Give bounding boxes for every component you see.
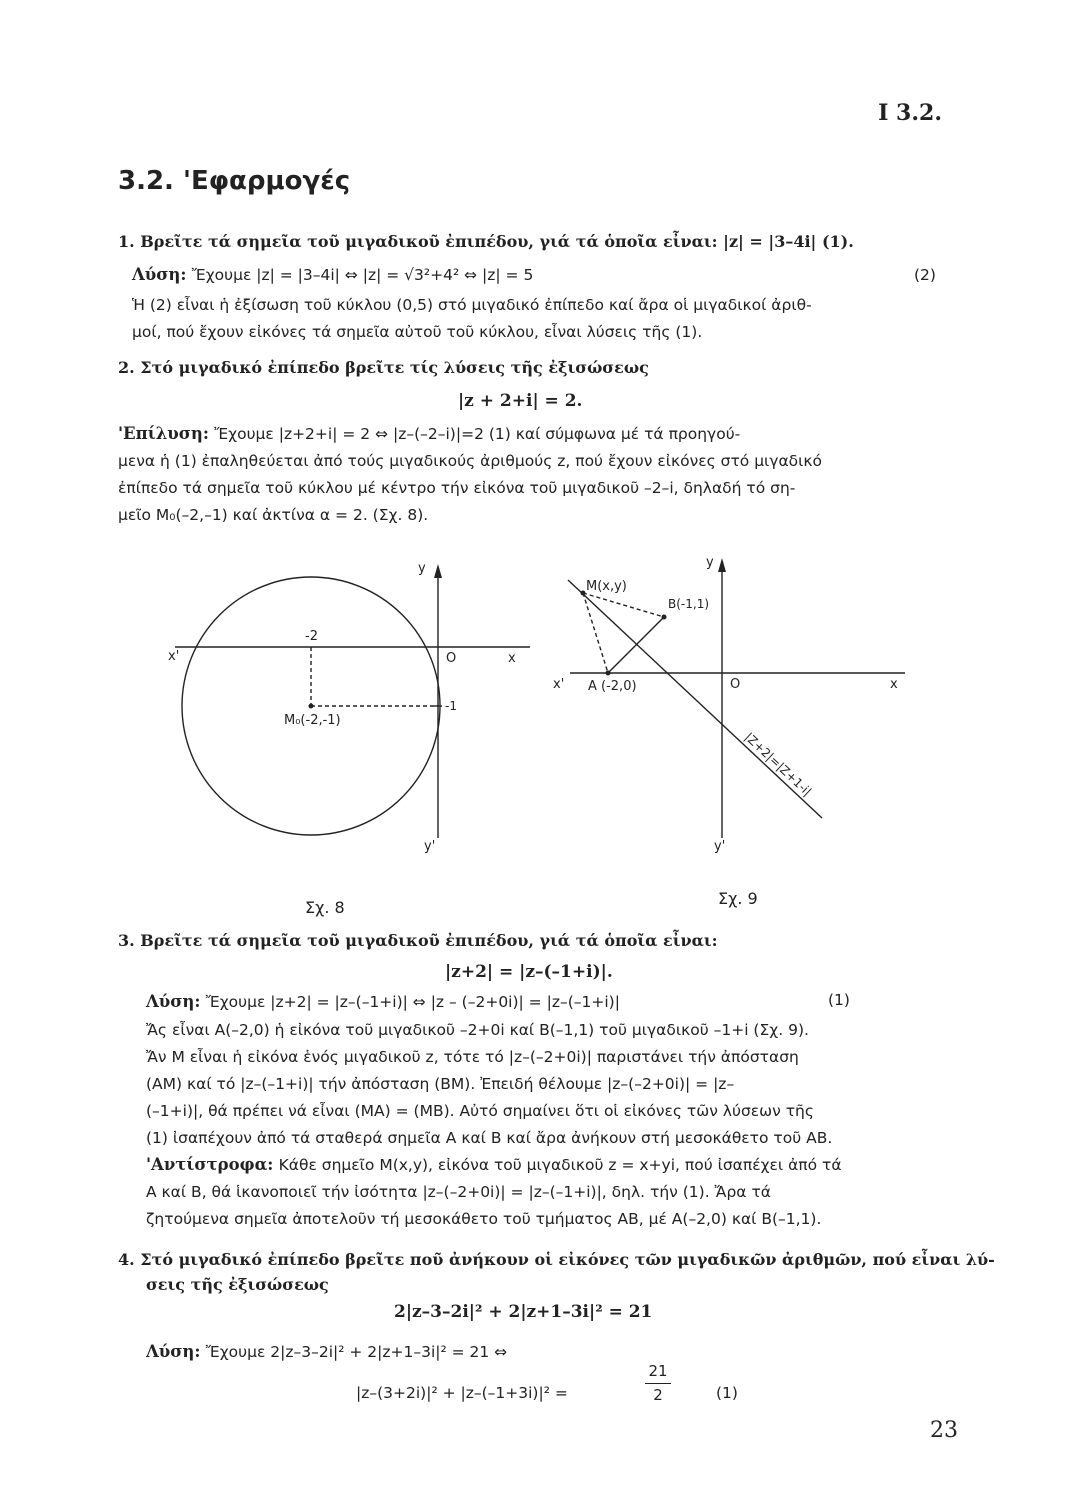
fig8-origin-label: O — [446, 651, 457, 666]
figure-9-caption: Σχ. 9 — [718, 889, 758, 908]
example-3-line-8: A καί B, θά ἱκανοποιεῖ τήν ἰσότητα |z–(–2+0i)| = |z–(–1+i)|, δηλ. τήν (1). Ἄρα τά — [146, 1183, 771, 1201]
example-2-line-2: μενα ἡ (1) ἐπαληθεύεται ἀπό τούς μιγαδικούς ἀριθμούς z, πού ἔχουν εἰκόνες στό μιγαδικό — [118, 452, 823, 470]
example-1-line-2: Ἡ (2) εἶναι ἡ ἐξίσωση τοῦ κύκλου (0,5) στό μιγαδικό ἐπίπεδο καί ἄρα οἱ μιγαδικοί ἀριθ- — [132, 296, 812, 314]
example-3-question: 3. Βρεῖτε τά σημεῖα τοῦ μιγαδικοῦ ἐπιπέδου, γιά τά ὁποῖα εἶναι: — [118, 931, 718, 950]
fig8-tick-y: -1 — [445, 699, 457, 713]
example-3-line-5: (–1+i)|, θά πρέπει νά εἶναι (MA) = (MB). Αὐτό σημαίνει ὅτι οἱ εἰκόνες τῶν λύσεων τῆς — [146, 1102, 814, 1120]
fig8-center-point — [309, 704, 314, 709]
example-4-solution — [146, 1340, 507, 1364]
example-2-equation: |z + 2+i| = 2. — [458, 391, 583, 411]
fig9-x-label: x — [890, 677, 898, 692]
fig9-A-label: A (-2,0) — [588, 679, 637, 694]
fig8-y-arrow — [434, 564, 442, 578]
example-1-question: 1. Βρεῖτε τά σημεῖα τοῦ μιγαδικοῦ ἐπιπέδου, γιά τά ὁποῖα εἶναι: |z| = |3–4i| (1). — [118, 232, 854, 251]
section-reference: I 3.2. — [878, 100, 942, 126]
example-1-line-3: μοί, πού ἔχουν εἰκόνες τά σημεῖα αὐτοῦ τοῦ κύκλου, εἶναι λύσεις τῆς (1). — [132, 323, 703, 341]
fig9-point-A — [606, 671, 611, 676]
example-3-line-2: Ἄς εἶναι A(–2,0) ἡ εἰκόνα τοῦ μιγαδικοῦ –2+0i καί B(–1,1) τοῦ μιγαδικοῦ –1+i (Σχ. 9). — [146, 1021, 809, 1039]
fig9-point-B — [662, 615, 667, 620]
example-4-line-2: |z–(3+2i)|² + |z–(–1+3i)|² = — [356, 1384, 568, 1402]
equation-number: (1) — [716, 1384, 738, 1402]
example-3-line-6: (1) ἰσαπέχουν ἀπό τά σταθερά σημεῖα A καί B καί ἄρα ἀνήκουν στή μεσοκάθετο τοῦ AB. — [146, 1129, 833, 1147]
fig9-B-label: B(-1,1) — [668, 597, 710, 611]
solution-text: Ἔχουμε |z+2+i| = 2 ⇔ |z–(–2–i)|=2 (1) καί σύμφωνα μέ τά προηγού- — [214, 425, 741, 443]
example-2-line-4: μεῖο M₀(–2,–1) καί ἀκτίνα α = 2. (Σχ. 8). — [118, 506, 429, 524]
fig9-perpendicular-bisector — [568, 580, 822, 818]
figure-8-caption: Σχ. 8 — [305, 898, 345, 917]
example-3-converse — [146, 1153, 842, 1177]
fig9-point-M — [581, 591, 586, 596]
fig8-x-prime-label: x' — [168, 649, 180, 664]
fig9-y-arrow — [718, 558, 726, 572]
solution-text: Ἔχουμε 2|z–3–2i|² + 2|z+1–3i|² = 21 ⇔ — [205, 1343, 508, 1361]
solution-label: Λύση: — [146, 1342, 201, 1361]
example-2-question: 2. Στό μιγαδικό ἐπίπεδο βρεῖτε τίς λύσεις τῆς ἐξισώσεως — [118, 358, 649, 377]
fig8-y-prime-label: y' — [424, 839, 436, 854]
example-4-equation: 2|z–3–2i|² + 2|z+1–3i|² = 21 — [394, 1302, 653, 1322]
page-number: 23 — [930, 1418, 958, 1443]
fig9-y-prime-label: y' — [714, 839, 726, 854]
fig8-tick-x: -2 — [305, 629, 318, 644]
fig9-line-label: |Z+2|=|Z+1-i| — [741, 729, 815, 799]
solution-label: Λύση: — [132, 265, 187, 284]
solution-text: Ἔχουμε |z| = |3–4i| ⇔ |z| = √3²+4² ⇔ |z| = 5 — [191, 266, 534, 284]
fig9-x-prime-label: x' — [553, 677, 565, 692]
example-4-question: 4. Στό μιγαδικό ἐπίπεδο βρεῖτε ποῦ ἀνήκουν οἱ εἰκόνες τῶν μιγαδικῶν ἀριθμῶν, πού εἶναι λύ- — [118, 1250, 995, 1269]
converse-text: Κάθε σημεῖο M(x,y), εἰκόνα τοῦ μιγαδικοῦ z = x+yi, πού ἰσαπέχει ἀπό τά — [278, 1156, 842, 1174]
solution-text: Ἔχουμε |z+2| = |z–(–1+i)| ⇔ |z – (–2+0i)| = |z–(–1+i)| — [205, 993, 620, 1011]
fig8-y-label: y — [418, 561, 426, 576]
example-4-question-cont: σεις τῆς ἐξισώσεως — [146, 1275, 329, 1294]
fig9-y-label: y — [706, 555, 714, 570]
fig9-origin-label: O — [730, 677, 741, 692]
page-title: 3.2. 'Εφαρμογές — [118, 166, 351, 196]
solution-label: Λύση: — [146, 992, 201, 1011]
example-3-line-9: ζητούμενα σημεῖα ἀποτελοῦν τή μεσοκάθετο τοῦ τμήματος AB, μέ A(–2,0) καί B(–1,1). — [146, 1210, 822, 1228]
example-3-equation: |z+2| = |z–(–1+i)|. — [445, 962, 613, 982]
example-3-line-3: Ἄν M εἶναι ἡ εἰκόνα ἑνός μιγαδικοῦ z, τότε τό |z–(–2+0i)| παριστάνει τήν ἀπόσταση — [146, 1048, 799, 1066]
example-2-line-3: ἐπίπεδο τά σημεῖα τοῦ κύκλου μέ κέντρο τήν εἰκόνα τοῦ μιγαδικοῦ –2–i, δηλαδή τό ση- — [118, 479, 796, 497]
fraction-denominator: 2 — [653, 1386, 663, 1404]
equation-number: (1) — [828, 991, 850, 1009]
fraction-numerator: 21 — [648, 1362, 668, 1380]
fig8-x-label: x — [508, 651, 516, 666]
fig8-center-label: M₀(-2,-1) — [284, 713, 341, 728]
example-3-line-4: (AM) καί τό |z–(–1+i)| τήν ἀπόσταση (BM). Ἐπειδή θέλουμε |z–(–2+0i)| = |z– — [146, 1075, 735, 1093]
converse-label: 'Αντίστροφα: — [146, 1155, 274, 1174]
fraction-bar — [645, 1383, 671, 1384]
fig9-M-label: M(x,y) — [586, 579, 627, 594]
equation-number: (2) — [914, 266, 936, 284]
solution-label: 'Επίλυση: — [118, 424, 209, 443]
example-3-solution — [146, 990, 620, 1014]
